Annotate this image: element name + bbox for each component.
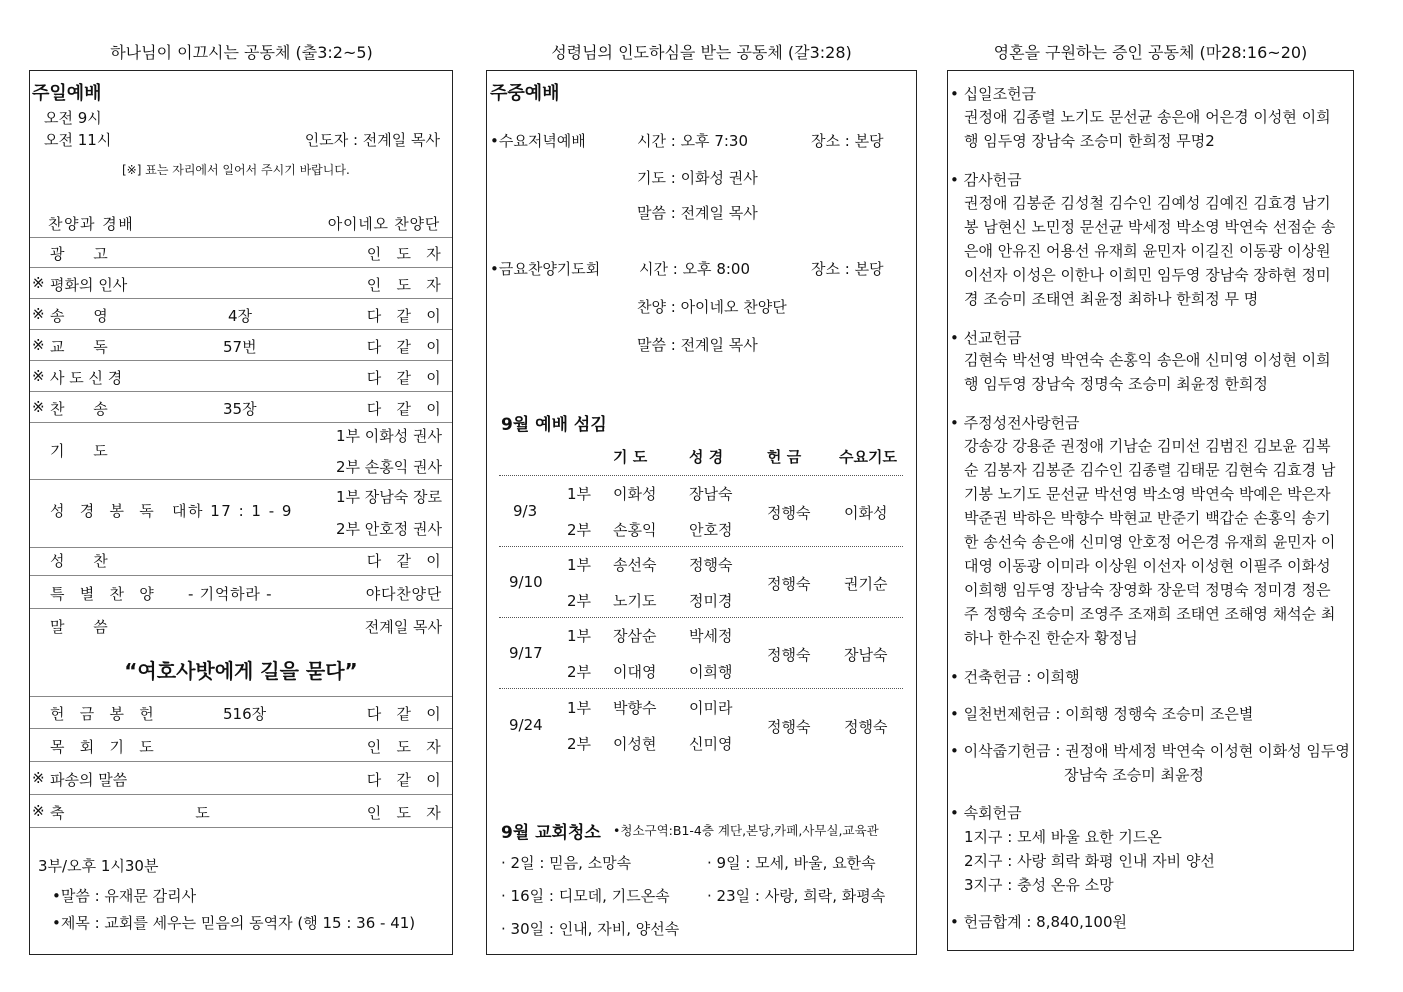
- prayer-1: 이화성: [613, 485, 657, 503]
- order-right: 인 도 자: [366, 804, 446, 822]
- order-mid: 4장: [228, 307, 253, 325]
- love-title-text: 주정성전사랑헌금: [963, 414, 1080, 432]
- offering: 정행숙: [767, 575, 811, 593]
- special-song-title: - 기억하라 -: [188, 585, 273, 603]
- mission-title-text: 선교헌금: [963, 329, 1022, 347]
- bible-1: 박세정: [689, 627, 733, 645]
- ilcheon-offering-text: 일천번제헌금 : 이희행 정행숙 조승미 조은별: [963, 705, 1254, 723]
- order-right: 인 도 자: [366, 738, 446, 756]
- stand-mark: ※: [32, 336, 45, 354]
- sunday-worship-panel: [29, 70, 453, 955]
- third-service-speaker: •말씀 : 유재문 감리사: [52, 887, 197, 905]
- order-row: [30, 576, 452, 609]
- order-label: 말 씀: [50, 618, 120, 636]
- prayer-2: 이성현: [613, 735, 657, 753]
- wed-prayer: 정행숙: [844, 718, 888, 736]
- cleaning-line: · 30일 : 인내, 자비, 양선속: [501, 920, 680, 938]
- order-right: 다 같 이: [366, 552, 446, 570]
- third-service-title: 3부/오후 1시30분: [38, 857, 159, 875]
- part-1-label: 1부: [567, 485, 592, 503]
- cell-title-text: 속회헌금: [963, 804, 1022, 822]
- tithe-title-text: 십일조헌금: [963, 85, 1037, 103]
- wed-prayer: 권기순: [844, 575, 888, 593]
- order-right: 야다찬양단: [365, 585, 442, 603]
- tithe-title: • 십일조헌금: [950, 85, 1037, 103]
- prayer-part-1: 1부 이화성 권사: [335, 427, 442, 445]
- week-date: 9/24: [509, 716, 543, 734]
- stand-mark: ※: [32, 398, 45, 416]
- order-right: 전계일 목사: [364, 618, 442, 636]
- reading-part-2: 2부 안호정 권사: [335, 520, 442, 538]
- order-label: 평화의 인사: [50, 276, 128, 294]
- part-2-label: 2부: [567, 735, 592, 753]
- cell-district-1: 1지구 : 모세 바울 요한 기드온: [964, 828, 1162, 846]
- stand-mark: ※: [32, 769, 45, 787]
- wed-service-prayer: 기도 : 이화성 권사: [637, 169, 758, 187]
- order-row: [30, 330, 452, 361]
- order-right: 다 같 이: [366, 400, 446, 418]
- wed-service-name: •수요저녁예배: [490, 132, 586, 150]
- praise-value: 아이네오 찬양단: [327, 215, 440, 233]
- column-title-3: 영혼을 구원하는 증인 공동체 (마28:16~20): [993, 43, 1308, 62]
- prayer-part-2: 2부 손홍익 권사: [335, 458, 442, 476]
- part-1-label: 1부: [567, 627, 592, 645]
- fri-service-praise: 찬양 : 아이네오 찬양단: [637, 298, 787, 316]
- order-row: [30, 795, 452, 828]
- reading-row: [30, 480, 452, 548]
- sunday-title: 주일예배: [32, 83, 102, 104]
- order-right: 다 같 이: [366, 338, 446, 356]
- stand-mark: ※: [32, 274, 45, 292]
- divider: [499, 688, 903, 689]
- fri-service-place: 장소 : 본당: [811, 260, 884, 278]
- thanks-title: • 감사헌금: [950, 171, 1022, 189]
- sunday-time-1: 오전 9시: [44, 109, 102, 127]
- prayer-label: 기 도: [50, 442, 120, 460]
- bible-2: 신미영: [689, 735, 733, 753]
- cleaning-line: · 2일 : 믿음, 소망속: [501, 854, 632, 872]
- stand-note: [※] 표는 자리에서 일어서 주시기 바랍니다.: [122, 163, 350, 177]
- thanks-names: 권정애 김봉준 김성철 김수인 김예성 김예진 김효경 남기봉 남현신 노민정 문선균 박세정 박소영 박연숙 선점순 송은애 안유진 어용선 유재희 윤민자 이길진 이동광 이상원 이선자 이성은 이한나 이희민 임두영 장남숙 장하현 정미경 조승미 조태연 최윤정 최하나 한희정 무 명: [964, 194, 1336, 308]
- wed-prayer: 장남숙: [844, 646, 888, 664]
- wed-service-time: 시간 : 오후 7:30: [637, 132, 749, 150]
- week-date: 9/3: [513, 502, 538, 520]
- bible-1: 장남숙: [689, 485, 733, 503]
- order-label: 교 독: [50, 338, 120, 356]
- building-offering: • 건축헌금 : 이희행: [950, 668, 1080, 686]
- ilcheon-offering: • 일천번제헌금 : 이희행 정행숙 조승미 조은별: [950, 705, 1254, 723]
- column-title-2: 성령님의 인도하심을 받는 공동체 (갈3:28): [551, 43, 852, 62]
- order-right: 인 도 자: [366, 245, 446, 263]
- order-row: [30, 609, 452, 639]
- stand-mark: ※: [32, 367, 45, 385]
- cleaning-title: 9월 교회청소: [501, 823, 601, 843]
- cleaning-line: · 23일 : 사랑, 희락, 화평속: [707, 887, 886, 905]
- reading-passage: 대하 17 : 1 - 9: [172, 502, 293, 520]
- week-date: 9/17: [509, 644, 543, 662]
- order-label: 광 고: [50, 245, 120, 263]
- order-right: 다 같 이: [366, 771, 446, 789]
- tithe-names: 권정애 김종렬 노기도 문선균 송은애 어은경 이성현 이희행 임두영 장남숙 조승미 한희정 무명2: [964, 108, 1331, 150]
- mission-title: • 선교헌금: [950, 329, 1022, 347]
- order-right: 다 같 이: [366, 705, 446, 723]
- offering-total: • 헌금합계 : 8,840,100원: [950, 913, 1128, 931]
- order-label: 송 영: [50, 307, 120, 325]
- order-label: 사 도 신 경: [50, 369, 123, 387]
- fri-service-name: •금요찬양기도회: [490, 260, 601, 278]
- prayer-1: 장삼순: [613, 627, 657, 645]
- order-row: [30, 729, 452, 762]
- wed-service-place: 장소 : 본당: [811, 132, 884, 150]
- roles-title: 9월 예배 섬김: [501, 415, 607, 435]
- divider: [499, 617, 903, 618]
- roles-header-offering: 헌 금: [767, 448, 802, 466]
- cell-district-3: 3지구 : 충성 온유 소망: [964, 876, 1114, 894]
- building-offering-text: 건축헌금 : 이희행: [963, 668, 1080, 686]
- prayer-2: 손홍익: [613, 521, 657, 539]
- gleaning-names-2: 장남숙 조승미 최윤정: [1064, 766, 1204, 784]
- cleaning-area: •청소구역:B1-4층 계단,본당,카페,사무실,교육관: [613, 823, 879, 838]
- bible-2: 안호정: [689, 521, 733, 539]
- cell-title: • 속회헌금: [950, 804, 1022, 822]
- fri-service-word: 말씀 : 전계일 목사: [637, 336, 758, 354]
- part-2-label: 2부: [567, 521, 592, 539]
- love-title: • 주정성전사랑헌금: [950, 414, 1080, 432]
- bible-1: 정행숙: [689, 556, 733, 574]
- roles-header-bible: 성 경: [689, 448, 724, 466]
- gleaning-offering: • 이삭줍기헌금 : 권정애 박세정 박연숙 이성현 이화성 임두영: [950, 742, 1350, 760]
- order-mid: 516장: [223, 705, 267, 723]
- order-label: 목 회 기 도: [50, 738, 160, 756]
- prayer-2: 노기도: [613, 592, 657, 610]
- thanks-title-text: 감사헌금: [963, 171, 1022, 189]
- fri-service-time: 시간 : 오후 8:00: [639, 260, 751, 278]
- order-label: 찬 송: [50, 400, 120, 418]
- cell-district-2: 2지구 : 사랑 희락 화평 인내 자비 양선: [964, 852, 1215, 870]
- order-mid: 35장: [223, 400, 257, 418]
- order-row: [30, 696, 452, 729]
- divider: [499, 546, 903, 547]
- bible-1: 이미라: [689, 699, 733, 717]
- third-service-subject: •제목 : 교회를 세우는 믿음의 동역자 (행 15 : 36 - 41): [52, 914, 416, 932]
- cleaning-line: · 9일 : 모세, 바울, 요한속: [707, 854, 876, 872]
- offering-total-text: 헌금합계 : 8,840,100원: [963, 913, 1128, 931]
- order-right: 다 같 이: [366, 369, 446, 387]
- order-label: 특 별 찬 양: [50, 585, 160, 603]
- roles-header-prayer: 기 도: [613, 448, 648, 466]
- part-1-label: 1부: [567, 699, 592, 717]
- roles-header-wed: 수요기도: [839, 448, 897, 466]
- order-label: 성 찬: [50, 552, 120, 570]
- offering: 정행숙: [767, 646, 811, 664]
- prayer-1: 박향수: [613, 699, 657, 717]
- order-row: [30, 237, 452, 268]
- order-row: [30, 392, 452, 423]
- gleaning-label: 이삭줍기헌금 :: [963, 742, 1061, 760]
- part-1-label: 1부: [567, 556, 592, 574]
- order-right: 인 도 자: [366, 276, 446, 294]
- prayer-2: 이대영: [613, 663, 657, 681]
- week-date: 9/10: [509, 573, 543, 591]
- praise-label: 찬양과 경배: [48, 215, 135, 233]
- part-2-label: 2부: [567, 592, 592, 610]
- love-names: 강송강 강용준 권정애 기남순 김미선 김범진 김보윤 김복순 김봉자 김봉준 김수인 김종렬 김태문 김현숙 김효경 남기봉 노기도 문선균 박선영 박소영 박연숙 박예은 박은자 박준권 박하은 박향수 박현교 반준기 백갑순 손홍익 송기한 송선숙 송은애 신미영 안호정 어은경 유재희 윤민자 이대영 이동광 이미라 이상원 이선자 이성현 이필주 이화성 이희행 임두영 장남숙 장영화 장운덕 정명숙 정미경 정은주 정행숙 조승미 조영주 조재희 조태연 조해영 채석순 최하나 한수진 한순자 황정님: [964, 437, 1336, 647]
- weekday-panel: [486, 70, 917, 955]
- order-row: [30, 268, 452, 299]
- sermon-title: “여호사밧에게 길을 묻다”: [124, 659, 358, 683]
- prayer-1: 송선숙: [613, 556, 657, 574]
- order-row: [30, 762, 452, 795]
- gleaning-names-1: 권정애 박세정 박연숙 이성현 이화성 임두영: [1065, 742, 1350, 760]
- reading-label: 성 경 봉 독: [50, 502, 160, 520]
- column-title-1: 하나님이 이끄시는 공동체 (출3:2~5): [110, 43, 373, 62]
- offering: 정행숙: [767, 504, 811, 522]
- order-row: [30, 299, 452, 330]
- order-right: 다 같 이: [366, 307, 446, 325]
- bible-2: 정미경: [689, 592, 733, 610]
- divider: [499, 475, 903, 476]
- prayer-row: [30, 423, 452, 480]
- weekday-title: 주중예배: [490, 83, 560, 104]
- order-mid: 57번: [223, 338, 257, 356]
- order-label: 파송의 말씀: [50, 771, 128, 789]
- part-2-label: 2부: [567, 663, 592, 681]
- mission-names: 김현숙 박선영 박연숙 손홍익 송은애 신미영 이성현 이희행 임두영 장남숙 정명숙 조승미 최윤정 한희정: [964, 351, 1331, 393]
- reading-part-1: 1부 장남숙 장로: [335, 488, 442, 506]
- stand-mark: ※: [32, 802, 45, 820]
- sunday-leader: 인도자 : 전계일 목사: [304, 131, 440, 149]
- wed-prayer: 이화성: [844, 504, 888, 522]
- bible-2: 이희행: [689, 663, 733, 681]
- order-row: [30, 361, 452, 392]
- stand-mark: ※: [32, 305, 45, 323]
- order-label: 헌 금 봉 헌: [50, 705, 160, 723]
- cleaning-line: · 16일 : 디모데, 기드온속: [501, 887, 670, 905]
- wed-service-word: 말씀 : 전계일 목사: [637, 204, 758, 222]
- order-row: [30, 543, 452, 576]
- offering: 정행숙: [767, 718, 811, 736]
- order-label: 축 도: [50, 804, 273, 822]
- sunday-time-2: 오전 11시: [44, 131, 112, 149]
- offerings-panel: [947, 70, 1354, 951]
